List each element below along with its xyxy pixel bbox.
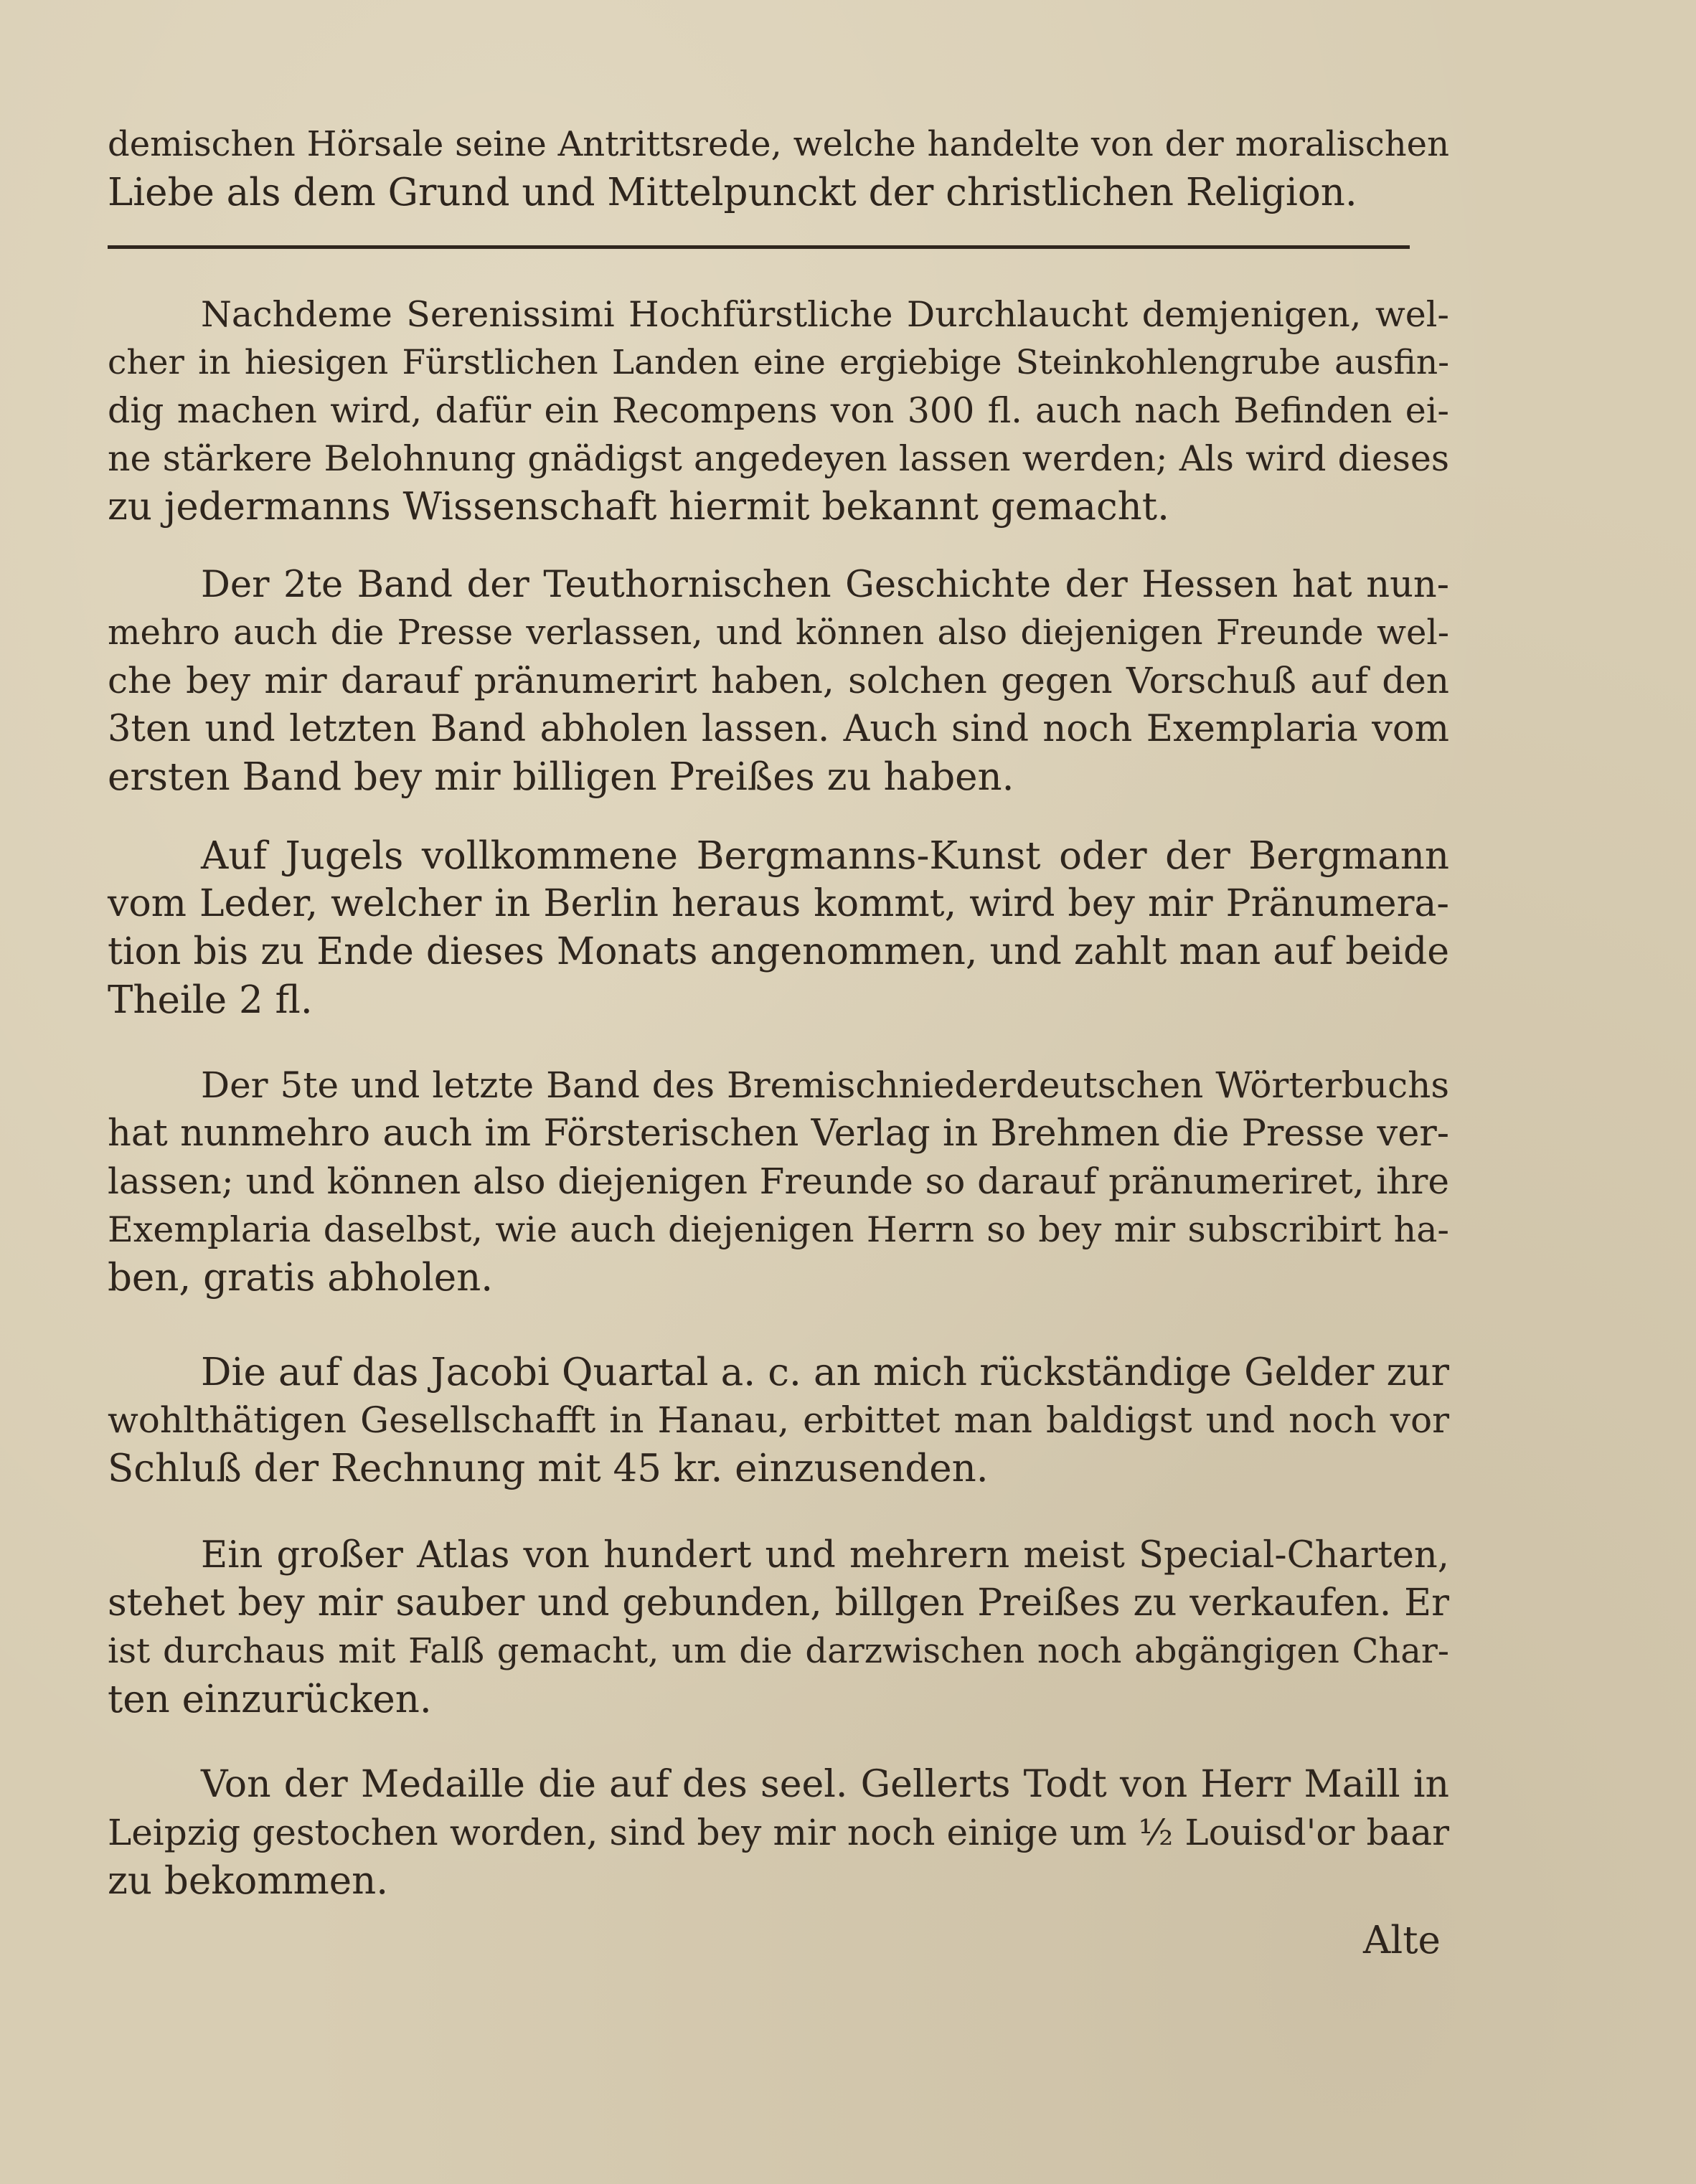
- text-line: zu jedermanns Wissenschaft hiermit bekannt gemacht.: [108, 485, 1169, 529]
- text-line: ben, gratis abholen.: [108, 1256, 494, 1300]
- text-line: Von der Medaille die auf des seel. Gellerts Todt von Herr Maill in: [201, 1763, 1449, 1806]
- text-line: ersten Band bey mir billigen Preißes zu haben.: [108, 755, 1014, 799]
- text-line: Auf Jugels vollkommene Bergmanns-Kunst oder der Bergmann: [201, 834, 1449, 878]
- text-line: mehro auch die Presse verlassen, und können also diejenigen Freunde wel-: [108, 613, 1449, 653]
- text-line: wohlthätigen Gesellschafft in Hanau, erbittet man baldigst und noch vor: [108, 1399, 1449, 1441]
- text-line: Exemplaria daselbst, wie auch diejenigen Herrn so bey mir subscribirt ha-: [108, 1209, 1449, 1250]
- text-line: Liebe als dem Grund und Mittelpunckt der christlichen Religion.: [108, 171, 1357, 214]
- text-line: stehet bey mir sauber und gebunden, billgen Preißes zu verkaufen. Er: [108, 1582, 1449, 1625]
- text-line: che bey mir darauf pränumerirt haben, solchen gegen Vorschuß auf den: [108, 660, 1449, 701]
- text-line: demischen Hörsale seine Antrittsrede, welche handelte von der moralischen: [108, 124, 1449, 164]
- paragraph-atlas: [108, 1531, 1449, 1724]
- paragraph-jacobi-quartal: [108, 1348, 1449, 1493]
- text-line: lassen; und können also diejenigen Freunde so darauf pränumeriret, ihre: [108, 1160, 1449, 1202]
- text-line: 3ten und letzten Band abholen lassen. Auch sind noch Exemplaria vom: [108, 708, 1449, 750]
- text-line: Der 2te Band der Teuthornischen Geschichte der Hessen hat nun-: [201, 564, 1449, 606]
- text-line: zu bekommen.: [108, 1859, 389, 1903]
- text-line: Ein großer Atlas von hundert und mehrern meist Special-Charten,: [201, 1534, 1449, 1576]
- paragraph-teuthornische-geschichte: [108, 561, 1449, 801]
- text-line: Leipzig gestochen worden, sind bey mir noch einige um ½ Louisd'or baar: [108, 1812, 1449, 1853]
- text-line: cher in hiesigen Fürstlichen Landen eine ergiebige Steinkohlengrube ausfin-: [108, 343, 1449, 382]
- top-paragraph: [108, 120, 1449, 217]
- text-line: Die auf das Jacobi Quartal a. c. an mich rückständige Gelder zur: [201, 1351, 1449, 1394]
- text-line: dig machen wird, dafür ein Recompens von 300 fl. auch nach Befinden ei-: [108, 390, 1449, 431]
- catchword: Alte: [1363, 1919, 1441, 1962]
- paragraph-bergmanns-kunst: [108, 832, 1449, 1024]
- horizontal-rule: [108, 245, 1410, 249]
- text-line: ne stärkere Belohnung gnädigst angedeyen lassen werden; Als wird dieses: [108, 438, 1449, 479]
- text-line: ten einzurücken.: [108, 1678, 432, 1721]
- paragraph-woerterbuch: [108, 1062, 1449, 1302]
- text-line: ist durchaus mit Falß gemacht, um die darzwischen noch abgängigen Char-: [108, 1631, 1449, 1671]
- paragraph-medaille: [108, 1761, 1449, 1905]
- paragraph-steinkohlengrube: [108, 290, 1449, 531]
- text-line: Der 5te und letzte Band des Bremischniederdeutschen Wörterbuchs: [201, 1064, 1449, 1106]
- text-line: vom Leder, welcher in Berlin heraus kommt, wird bey mir Pränumera-: [108, 882, 1449, 925]
- text-line: Schluß der Rechnung mit 45 kr. einzusenden.: [108, 1447, 989, 1490]
- text-line: Theile 2 fl.: [108, 978, 313, 1022]
- text-line: Nachdeme Serenissimi Hochfürstliche Durchlaucht demjenigen, wel-: [201, 294, 1449, 335]
- text-line: hat nunmehro auch im Försterischen Verlag in Brehmen die Presse ver-: [108, 1112, 1449, 1155]
- text-line: tion bis zu Ende dieses Monats angenommen, und zahlt man auf beide: [108, 930, 1449, 973]
